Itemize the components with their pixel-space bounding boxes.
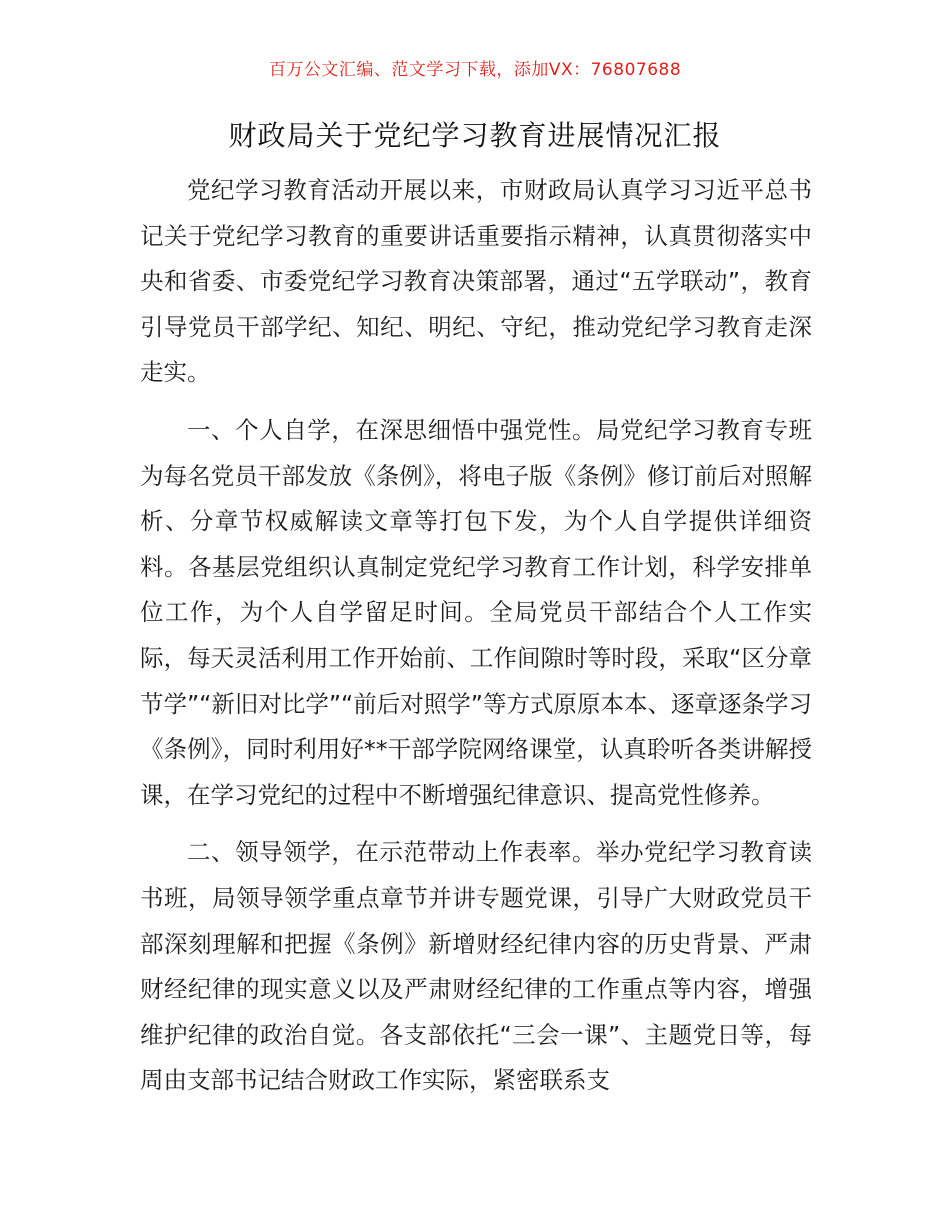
paragraph-section-2: 二、领导领学，在示范带动上作表率。举办党纪学习教育读书班，局领导领学重点章节并讲专题党课，引导广大财政党员干部深刻理解和把握《条例》新增财经纪律内容的历史背景、严肃财经纪律的现实意义以及严肃财经纪律的工作重点等内容，增强维护纪律的政治自觉。各支部依托“三会一课”、主题党日等，每周由支部书记结合财政工作实际，紧密联系支 xyxy=(140,838,812,1095)
paragraph-section-1: 一、个人自学，在深思细悟中强党性。局党纪学习教育专班为每名党员干部发放《条例》，将电子版《条例》修订前后对照解析、分章节权威解读文章等打包下发，为个人自学提供详细资料。各基层党组织认真制定党纪学习教育工作计划，科学安排单位工作，为个人自学留足时间。全局党员干部结合个人工作实际，每天灵活利用工作开始前、工作间隙时等时段，采取“区分章节学”“新旧对比学”“前后对照学”等方式原原本本、逐章逐条学习《条例》，同时利用好**干部学院网络课堂，认真聆听各类讲解授课，在学习党纪的过程中不断增强纪律意识、提高党性修养。 xyxy=(140,415,812,809)
paragraph-intro: 党纪学习教育活动开展以来，市财政局认真学习习近平总书记关于党纪学习教育的重要讲话重要指示精神，认真贯彻落实中央和省委、市委党纪学习教育决策部署，通过“五学联动”，教育引导党员干部学纪、知纪、明纪、守纪，推动党纪学习教育走深走实。 xyxy=(140,176,812,387)
document-title: 财政局关于党纪学习教育进展情况汇报 xyxy=(228,119,722,152)
promo-banner: 百万公文汇编、范文学习下载，添加VX：76807688 xyxy=(268,60,682,80)
document-body xyxy=(140,168,812,1104)
